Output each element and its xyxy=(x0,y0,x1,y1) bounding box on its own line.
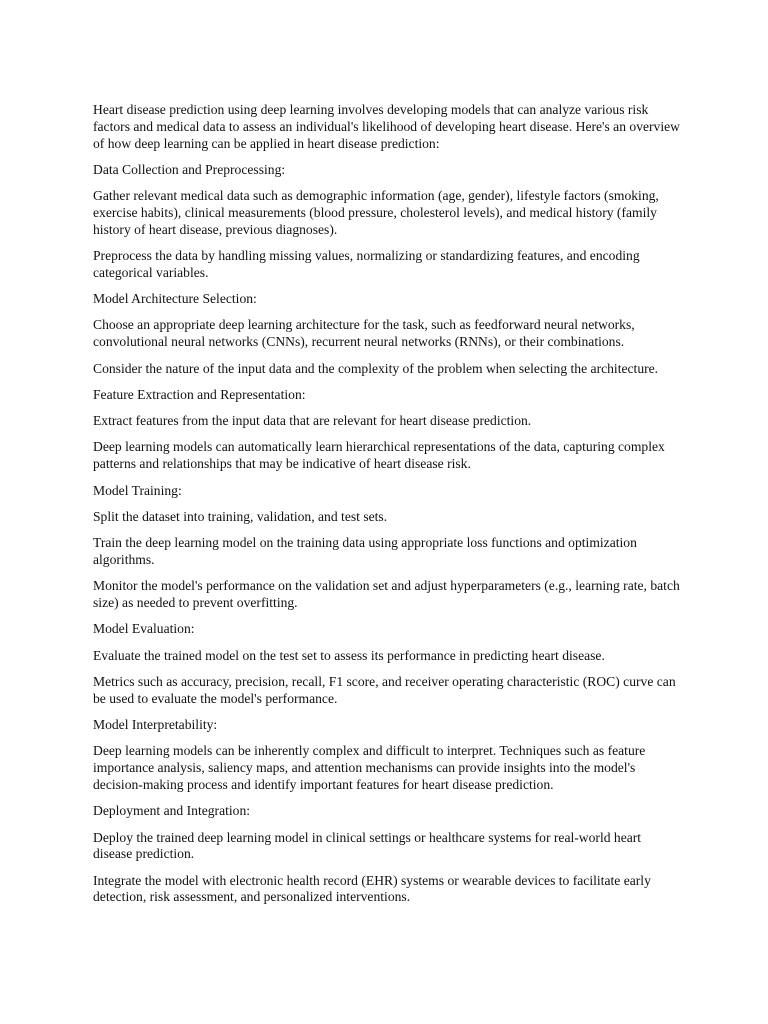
body-paragraph: Preprocess the data by handling missing values, normalizing or standardizing features, and encoding categorical variables. xyxy=(93,248,640,280)
body-paragraph: Deploy the trained deep learning model in clinical settings or healthcare systems for real-world heart disease prediction. xyxy=(93,829,642,862)
section-heading-model-training: Model Training: xyxy=(93,482,182,498)
section-heading-model-evaluation: Model Evaluation: xyxy=(93,621,195,637)
body-paragraph: Deep learning models can automatically learn hierarchical representations of the data, capturing complex patterns and relationships that may be indicative of heart disease risk. xyxy=(93,439,665,472)
body-paragraph: Metrics such as accuracy, precision, recall, F1 score, and receiver operating characteristic (ROC) curve can be used to evaluate the model's performance. xyxy=(93,673,676,706)
intro-paragraph: Heart disease prediction using deep learning involves developing models that can analyze various risk factors and medical data to assess an individual's likelihood of developing heart disease. Here's an overview of how deep learning can be applied in heart disease prediction: xyxy=(93,102,680,151)
body-paragraph: Gather relevant medical data such as demographic information (age, gender), lifestyle factors (smoking, exercise habits), clinical measurements (blood pressure, cholesterol levels), and medical history (family history of heart disease, previous diagnoses). xyxy=(93,188,659,237)
document-page xyxy=(93,102,683,916)
body-paragraph: Choose an appropriate deep learning architecture for the task, such as feedforward neural networks, convolutional neural networks (CNNs), recurrent neural networks (RNNs), or their combinations. xyxy=(93,317,635,350)
body-paragraph: Consider the nature of the input data and the complexity of the problem when selecting the architecture. xyxy=(93,360,659,376)
section-heading-model-architecture: Model Architecture Selection: xyxy=(93,291,257,307)
body-paragraph: Evaluate the trained model on the test set to assess its performance in predicting heart disease. xyxy=(93,647,605,663)
body-paragraph: Monitor the model's performance on the validation set and adjust hyperparameters (e.g., learning rate, batch size) as needed to prevent overfitting. xyxy=(93,578,680,611)
body-paragraph: Split the dataset into training, validation, and test sets. xyxy=(93,508,388,524)
body-paragraph: Deep learning models can be inherently complex and difficult to interpret. Techniques such as feature importance analysis, saliency maps, and attention mechanisms can provide insights into the model's decision-making process and identify important features for heart disease prediction. xyxy=(93,743,646,792)
body-paragraph: Extract features from the input data that are relevant for heart disease prediction. xyxy=(93,413,532,429)
body-paragraph: Train the deep learning model on the training data using appropriate loss functions and optimization algorithms. xyxy=(93,535,637,567)
body-paragraph: Integrate the model with electronic health record (EHR) systems or wearable devices to facilitate early detection, risk assessment, and personalized interventions. xyxy=(93,872,651,905)
section-heading-deployment: Deployment and Integration: xyxy=(93,803,251,819)
section-heading-model-interpretability: Model Interpretability: xyxy=(93,717,218,733)
section-heading-data-collection: Data Collection and Preprocessing: xyxy=(93,161,286,177)
section-heading-feature-extraction: Feature Extraction and Representation: xyxy=(93,386,306,402)
